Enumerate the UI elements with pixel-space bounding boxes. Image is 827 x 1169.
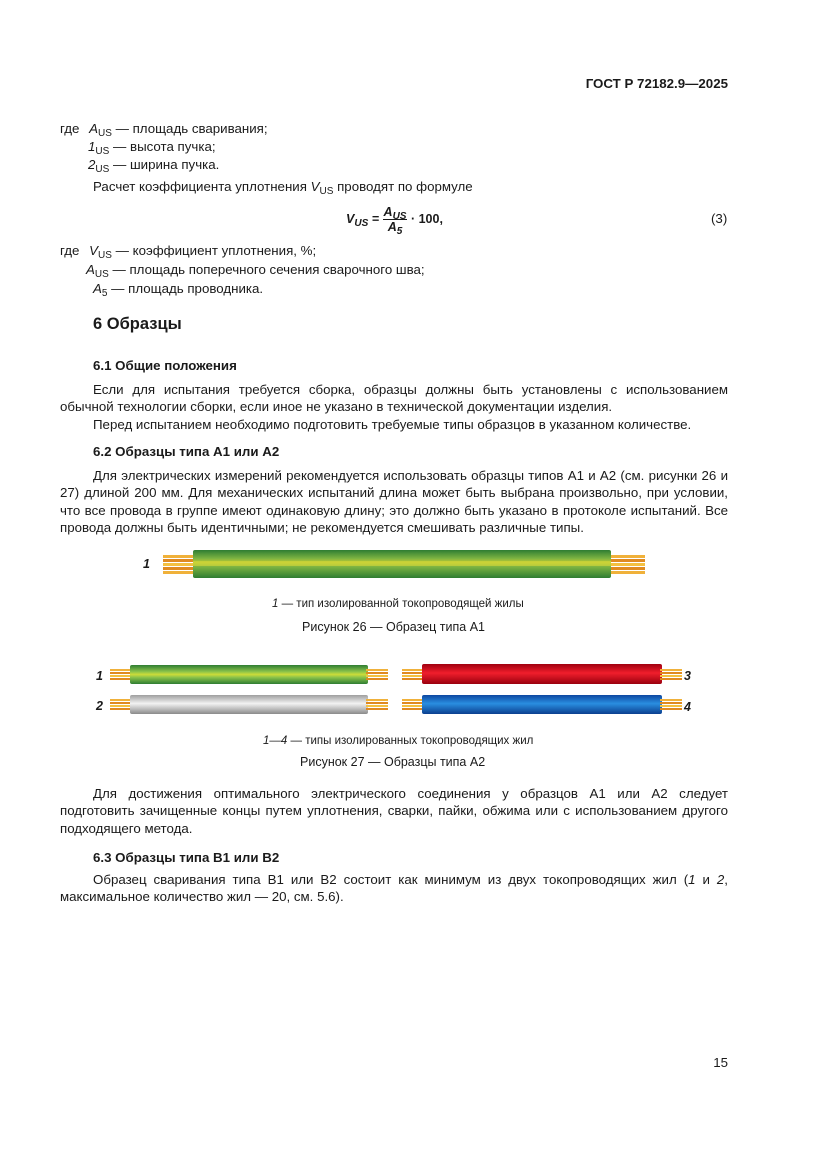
fig27-wire3-insulation [422, 664, 662, 684]
section-6-1-text: Если для испытания требуется сборка, образцы должны быть установлены с использованием обычной технологии сборки, если иное не указано в технической документации изделия. Перед испытанием необходимо подготовить требуемые типы образцов в указанном количестве. [60, 382, 728, 432]
fig27-wires-image [110, 660, 682, 718]
where-line-2: $1_{US}$ — высота пучка; [88, 139, 216, 157]
where2-line-2: $A_{US}$ — площадь поперечного сечения сварочного шва; [86, 262, 425, 280]
document-id: ГОСТ Р 72182.9—2025 [585, 76, 728, 91]
fig26-label-1: 1 [143, 557, 150, 571]
calc-intro: Расчет коэффициента уплотнения $V_{US}$ проводят по формуле [93, 179, 473, 197]
section-6-1-heading: 6.1 Общие положения [93, 358, 237, 373]
fig27-wire4-insulation [422, 695, 662, 714]
section-6-3-text: Образец сваривания типа В1 или В2 состоит как минимум из двух токопроводящих жил (1 и 2, максимальное количество жил — 20, см. 5.6). [60, 872, 728, 905]
section-6-2-heading: 6.2 Образцы типа А1 или А2 [93, 444, 280, 459]
where2-line-1: где $V_{US}$ — коэффициент уплотнения, %; [60, 243, 317, 261]
fig27-legend: 1—4 — типы изолированных токопроводящих жил [263, 735, 534, 747]
fig27-label-4: 4 [684, 700, 691, 714]
formula-3: $V_{US}$ = $\frac{A_{US}}{A_5}$ · 100, [346, 205, 443, 237]
section-6-heading: 6 Образцы [93, 315, 182, 333]
fig27-caption: Рисунок 27 — Образцы типа А2 [300, 755, 486, 769]
fig27-wire2-insulation [130, 695, 368, 714]
fig27-wire4-copper-left [402, 699, 424, 710]
fig26-caption: Рисунок 26 — Образец типа А1 [302, 620, 485, 634]
page-number: 15 [713, 1055, 728, 1070]
where2-line-3: $A_5$ — площадь проводника. [93, 281, 264, 299]
fig27-wire2-copper-left [110, 699, 132, 710]
fig26-wire-image [163, 547, 649, 583]
section-6-2-text: Для электрических измерений рекомендуется использовать образцы типов А1 и А2 (см. рисунки 26 и 27) длиной 200 мм. Для механических испытаний длина может быть выбрана произвольно, при условии, что все провода в группе имеют одинаковую длину; это должно быть указано в протоколе испытаний. Все провода должны быть идентичными; не рекомендуется смешивать различные типы. [60, 468, 728, 535]
section-6-3-heading: 6.3 Образцы типа В1 или В2 [93, 850, 280, 865]
formula-fraction: $\frac{A_{US}}{A_5}$ [383, 205, 407, 237]
fig27-wire3-copper-left [402, 669, 424, 680]
fig26-legend: 1 — тип изолированной токопроводящей жилы [272, 598, 524, 610]
where-line-3: $2_{US}$ — ширина пучка. [88, 157, 220, 175]
fig27-wire1-copper-left [110, 669, 132, 680]
after-figure-text: Для достижения оптимального электрического соединения у образцов А1 или А2 следует подготовить зачищенные концы путем уплотнения, сварки, пайки, обжима или с использованием другого подходящего метода. [60, 786, 728, 836]
fig27-label-1: 1 [96, 669, 103, 683]
fig26-copper-left [163, 555, 195, 574]
fig27-wire1-insulation [130, 665, 368, 684]
where-line-1: где $A_{US}$ — площадь сваривания; [60, 121, 268, 139]
where-lead: где [60, 121, 80, 136]
fig27-label-3: 3 [684, 669, 691, 683]
fig27-label-2: 2 [96, 699, 103, 713]
formula-number: (3) [711, 211, 728, 226]
fig26-copper-right [611, 555, 645, 574]
